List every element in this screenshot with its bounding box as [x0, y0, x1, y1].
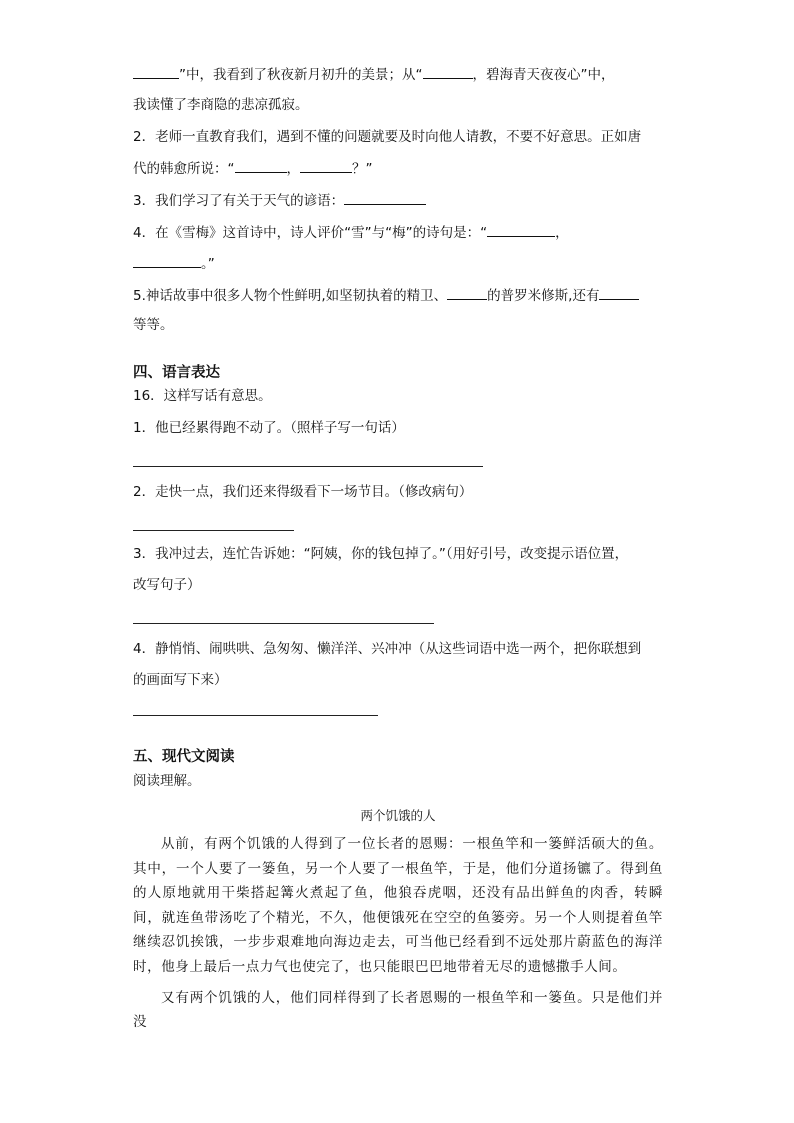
- section-heading-5: 五、现代文阅读: [133, 749, 235, 765]
- exercise-3: 3．我冲过去，连忙告诉她：“阿姨，你的钱包掉了。”（用好引号，改变提示语位置，: [133, 546, 629, 562]
- poem-fill-line-1: ”中，我看到了秋夜新月初升的美景；从“ ，碧海青天夜夜心”中，: [133, 64, 615, 85]
- answer-blank[interactable]: [235, 158, 287, 173]
- answer-line-1[interactable]: [133, 466, 483, 467]
- answer-blank[interactable]: [133, 253, 201, 268]
- answer-line-4[interactable]: [133, 715, 378, 716]
- exercise-4-cont: 的画面写下来）: [133, 672, 228, 688]
- answer-line-2[interactable]: [133, 530, 294, 531]
- answer-blank[interactable]: [447, 285, 487, 300]
- story-paragraph-2: 又有两个饥饿的人，他们同样得到了长者恩赐的一根鱼竿和一篓鱼。只是他们并没: [133, 989, 663, 1031]
- exercise-3-cont: 改写句子）: [133, 577, 201, 593]
- answer-blank[interactable]: [300, 158, 352, 173]
- question-2: 2．老师一直教育我们，遇到不懂的问题就要及时向他人请教，不要不好意思。正如唐: [133, 129, 642, 145]
- story-body: [133, 832, 663, 1035]
- exercise-4: 4．静悄悄、闹哄哄、急匆匆、懒洋洋、兴冲冲（从这些词语中选一两个，把你联想到: [133, 641, 642, 657]
- question-4: 4．在《雪梅》这首诗中，诗人评价“雪”与“梅”的诗句是：“ ，: [133, 222, 569, 243]
- question-16: 16．这样写话有意思。: [133, 388, 272, 404]
- question-2-fill: 代的韩愈所说：“ ， ？”: [133, 158, 373, 179]
- section-heading-4: 四、语言表达: [133, 365, 220, 381]
- answer-blank[interactable]: [599, 285, 639, 300]
- story-title: 两个饥饿的人: [360, 808, 436, 823]
- question-5: 5.神话故事中很多人物个性鲜明,如坚韧执着的精卫、 的普罗米修斯,还有: [133, 285, 639, 306]
- question-3: 3．我们学习了有关于天气的谚语：: [133, 190, 426, 211]
- answer-blank[interactable]: [423, 64, 473, 79]
- answer-blank[interactable]: [133, 64, 179, 79]
- exercise-2: 2．走快一点，我们还来得级看下一场节目。（修改病句）: [133, 484, 473, 500]
- reading-instruction: 阅读理解。: [133, 773, 201, 789]
- question-4-cont: 。”: [133, 253, 215, 274]
- question-5-cont: 等等。: [133, 317, 174, 333]
- story-paragraph-1: 从前，有两个饥饿的人得到了一位长者的恩赐：一根鱼竿和一篓鲜活硕大的鱼。其中，一个人要了一篓鱼，另一个人要了一根鱼竿，于是，他们分道扬镳了。得到鱼的人原地就用干柴搭起篝火煮起了鱼，他狼吞虎咽，还没有品出鲜鱼的肉香，转瞬间，就连鱼带汤吃了个精光，不久，他便饿死在空空的鱼篓旁。另一个人则提着鱼竿继续忍饥挨饿，一步步艰难地向海边走去，可当他已经看到不远处那片蔚蓝色的海洋时，他身上最后一点力气也使完了，也只能眼巴巴地带着无尽的遗憾撒手人间。: [133, 836, 663, 975]
- exercise-1: 1．他已经累得跑不动了。（照样子写一句话）: [133, 420, 405, 436]
- poem-fill-line-2: 我读懂了李商隐的悲凉孤寂。: [133, 97, 309, 113]
- answer-line-3[interactable]: [133, 623, 434, 624]
- answer-blank[interactable]: [344, 190, 426, 205]
- answer-blank[interactable]: [487, 222, 555, 237]
